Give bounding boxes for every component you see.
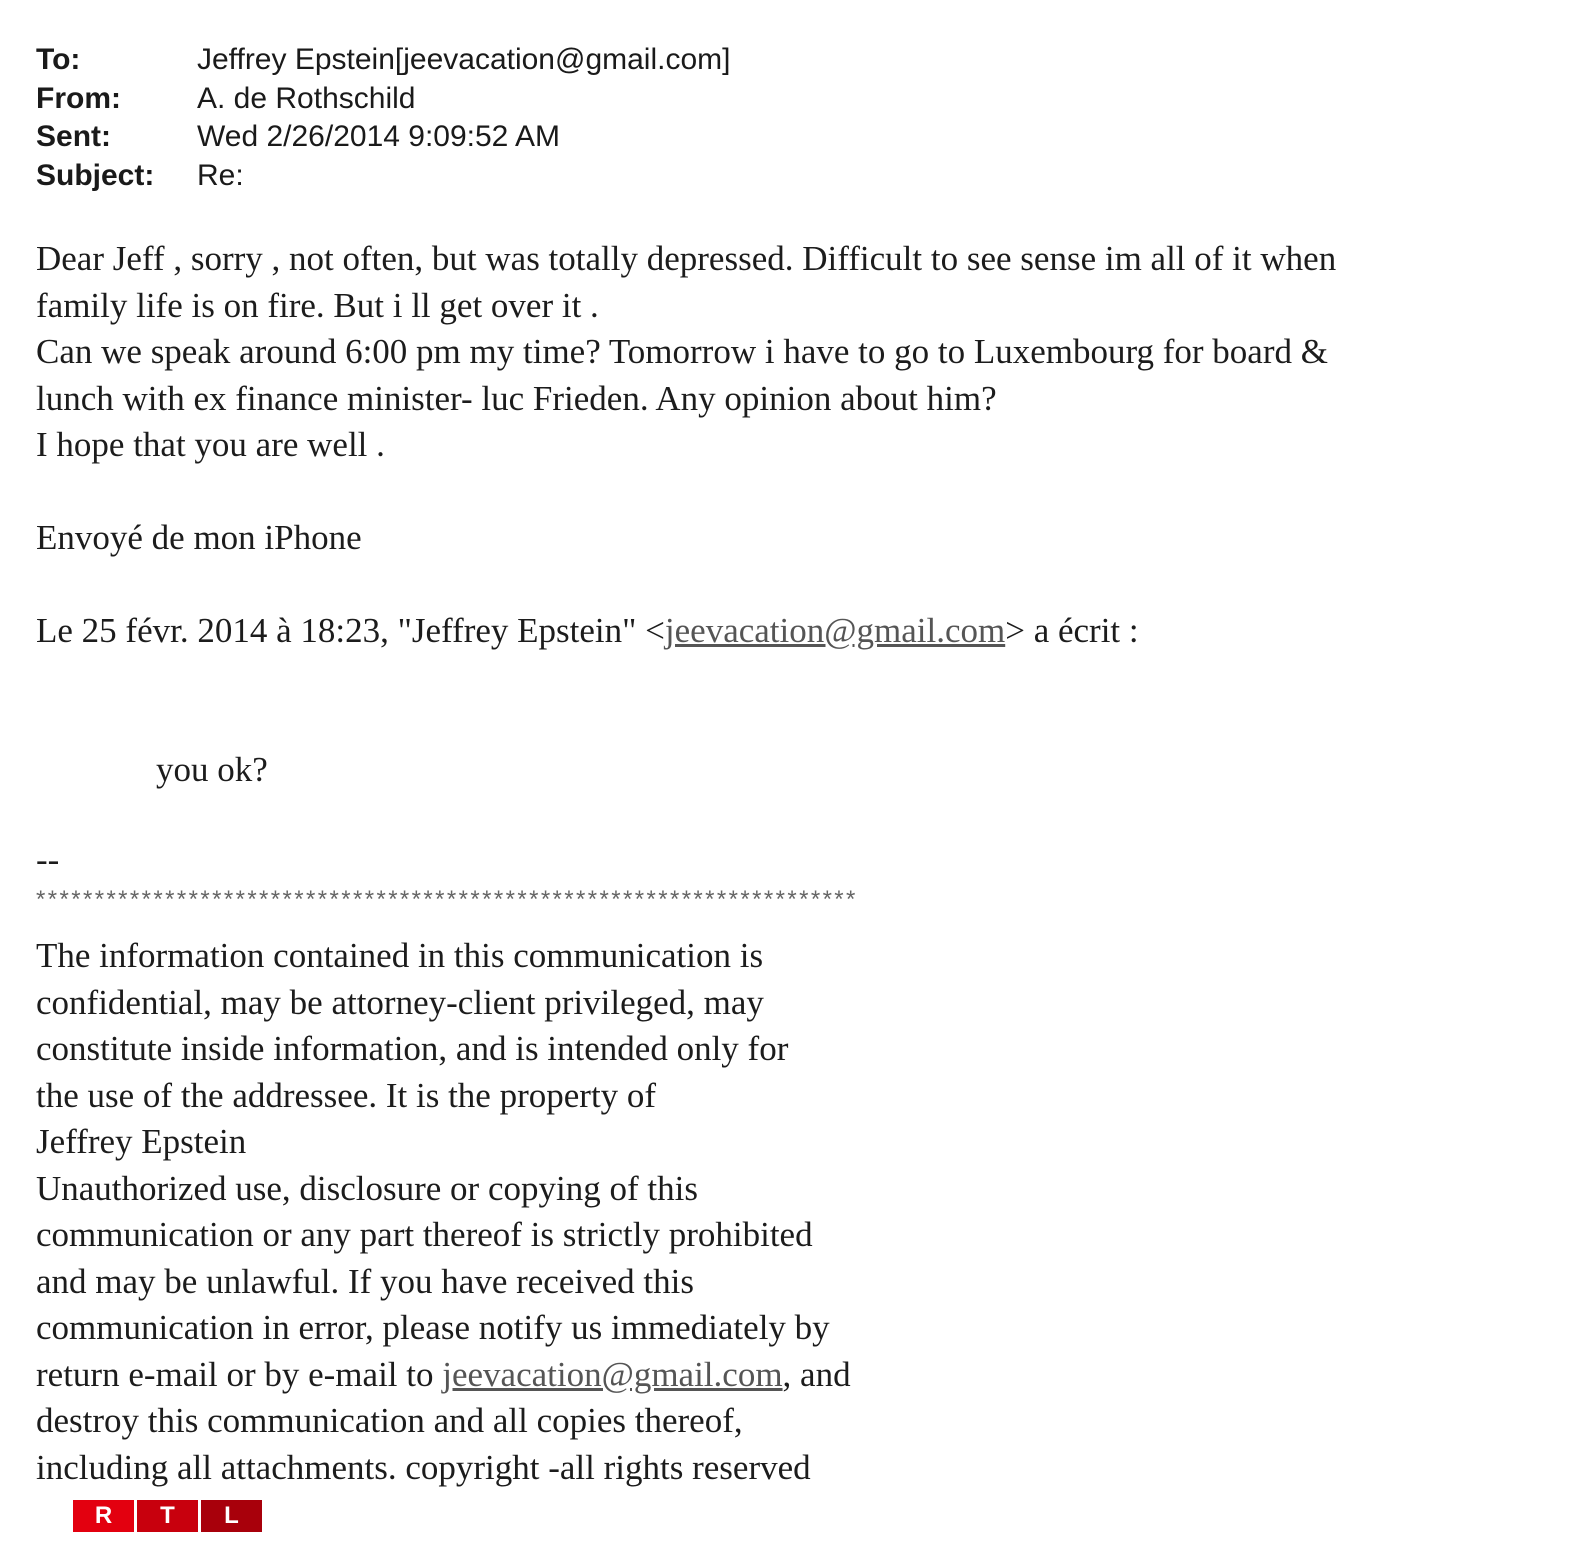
body-line: family life is on fire. But i ll get over it . <box>36 286 599 325</box>
body-line: I hope that you are well . <box>36 425 385 464</box>
body-line: Can we speak around 6:00 pm my time? Tomorrow i have to go to Luxembourg for board & <box>36 332 1328 371</box>
from-row <box>36 81 415 117</box>
disclaimer-prefix: return e-mail or by e-mail to <box>36 1355 443 1394</box>
signature: Envoyé de mon iPhone <box>36 518 362 557</box>
sent-value: Wed 2/26/2014 9:09:52 AM <box>197 120 561 153</box>
disclaimer-line: The information contained in this communication is <box>36 936 764 975</box>
disclaimer-line: communication or any part thereof is strictly prohibited <box>36 1215 813 1254</box>
to-label: To: <box>36 43 81 76</box>
disclaimer-line: confidential, may be attorney-client privileged, may <box>36 983 764 1022</box>
body-line: Dear Jeff , sorry , not often, but was totally depressed. Difficult to see sense im all of it when <box>36 239 1337 278</box>
asterisk-divider: ********************************************************************** <box>36 886 858 913</box>
subject-value: Re: <box>197 159 244 192</box>
disclaimer-line: and may be unlawful. If you have received this <box>36 1262 694 1301</box>
subject-label: Subject: <box>36 159 155 192</box>
to-value: Jeffrey Epstein[jeevacation@gmail.com] <box>197 43 731 76</box>
logo-letter-l: L <box>201 1500 262 1532</box>
quote-suffix: > a écrit : <box>1005 611 1139 650</box>
disclaimer-line: the use of the addressee. It is the property of <box>36 1076 657 1115</box>
rtl-logo <box>73 1500 262 1532</box>
quoted-message: you ok? <box>156 750 268 789</box>
from-label: From: <box>36 82 121 115</box>
disclaimer-email-link[interactable]: jeevacation@gmail.com <box>442 1355 783 1394</box>
quote-prefix: Le 25 févr. 2014 à 18:23, "Jeffrey Epstein" < <box>36 611 665 650</box>
subject-row <box>36 158 244 194</box>
body-line: lunch with ex finance minister- luc Frieden. Any opinion about him? <box>36 379 997 418</box>
disclaimer-suffix: , and <box>782 1355 851 1394</box>
sent-label: Sent: <box>36 120 111 153</box>
logo-letter-r: R <box>73 1500 134 1532</box>
disclaimer-line: communication in error, please notify us immediately by <box>36 1308 830 1347</box>
signature-dashes: -- <box>36 840 60 879</box>
disclaimer-line: destroy this communication and all copies thereof, <box>36 1401 743 1440</box>
from-value: A. de Rothschild <box>197 82 416 115</box>
disclaimer-line: Unauthorized use, disclosure or copying of this <box>36 1169 698 1208</box>
disclaimer-line: Jeffrey Epstein <box>36 1122 247 1161</box>
disclaimer-line: including all attachments. copyright -all rights reserved <box>36 1448 811 1487</box>
quote-email-link[interactable]: jeevacation@gmail.com <box>664 611 1006 650</box>
to-row <box>36 42 730 78</box>
sent-row <box>36 119 560 155</box>
logo-letter-t: T <box>137 1500 198 1532</box>
quote-header <box>36 611 1139 651</box>
disclaimer-line <box>36 1355 851 1395</box>
disclaimer-line: constitute inside information, and is intended only for <box>36 1029 789 1068</box>
